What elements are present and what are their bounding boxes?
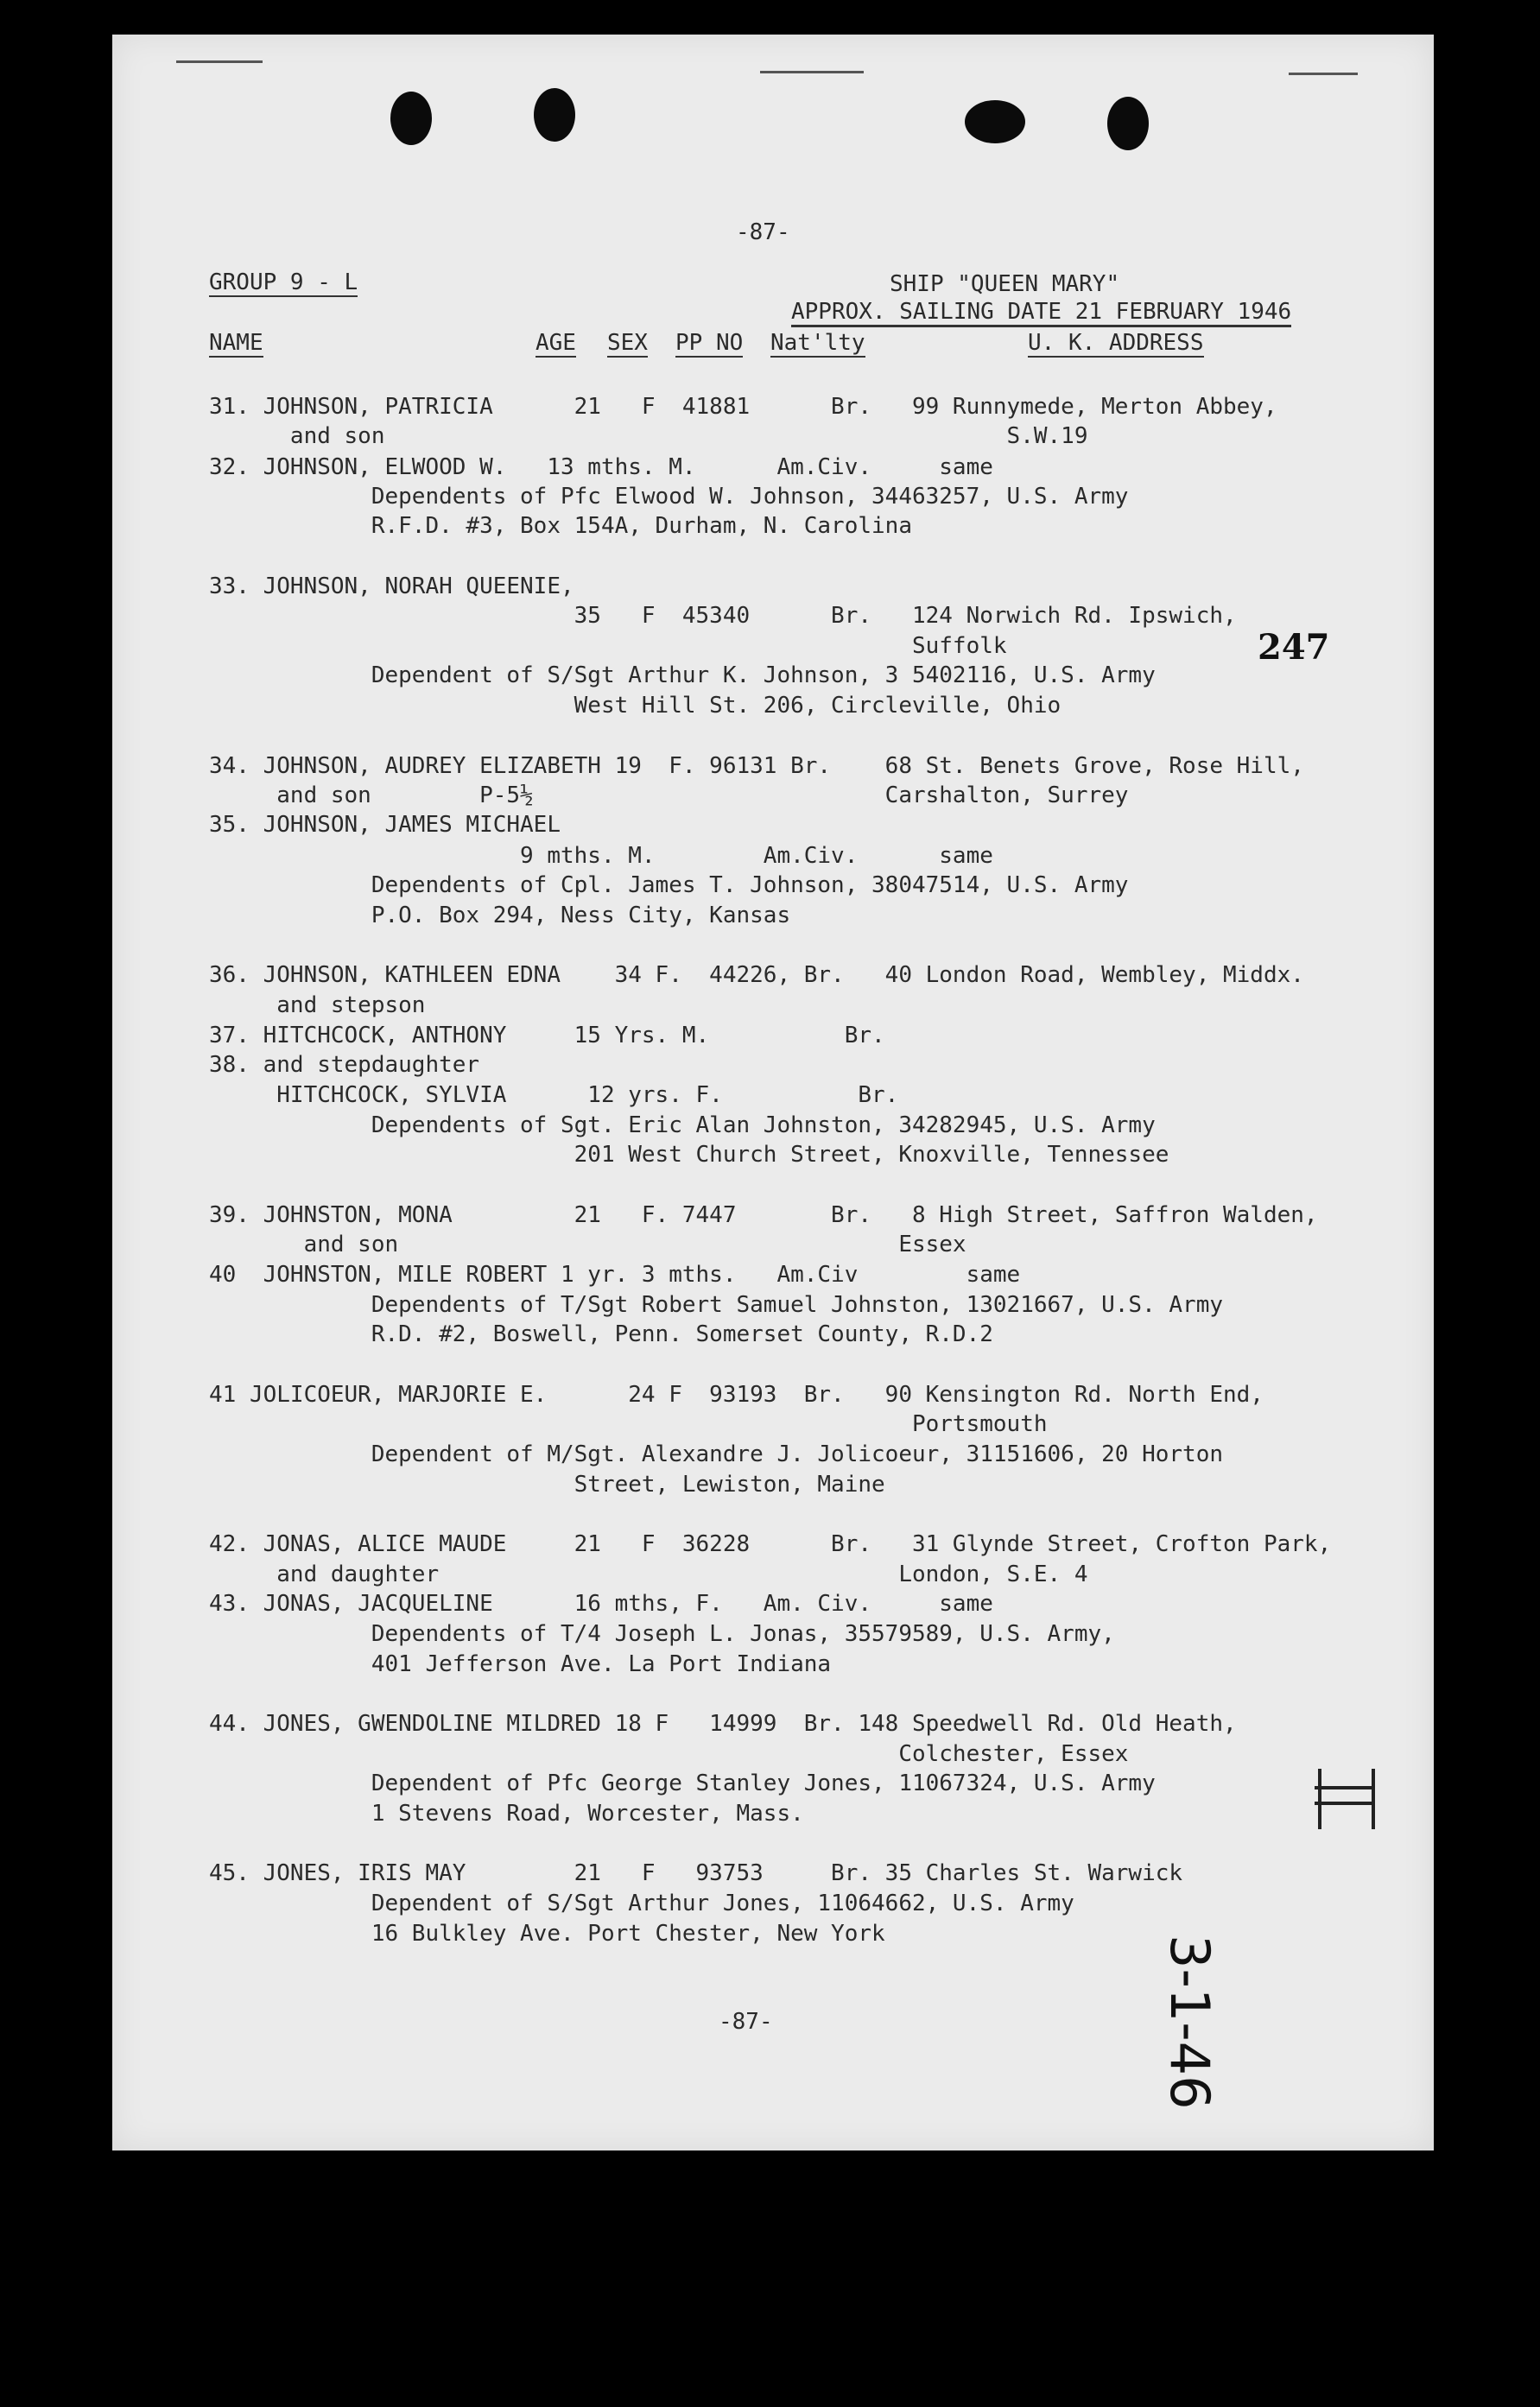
entry-line: Dependents of T/4 Joseph L. Jonas, 35579589, U.S. Army, [209,1621,1115,1647]
entry-line: 41 JOLICOEUR, MARJORIE E. 24 F 93193 Br. 90 Kensington Rd. North End, [209,1382,1264,1408]
edge-mark [760,71,864,73]
page-number-top: -87- [736,219,790,245]
page-number-bottom: -87- [719,2009,773,2035]
entry-line: and daughter London, S.E. 4 [209,1561,1088,1587]
entry-line: 42. JONAS, ALICE MAUDE 21 F 36228 Br. 31 Glynde Street, Crofton Park, [209,1531,1332,1557]
entry-line: 37. HITCHCOCK, ANTHONY 15 Yrs. M. Br. [209,1023,885,1048]
entry-line: 39. JOHNSTON, MONA 21 F. 7447 Br. 8 High Street, Saffron Walden, [209,1202,1318,1228]
header-age: AGE [536,330,576,356]
entry-line: Dependent of Pfc George Stanley Jones, 11067324, U.S. Army [209,1770,1156,1796]
entry-line: 36. JOHNSON, KATHLEEN EDNA 34 F. 44226, Br. 40 London Road, Wembley, Middx. [209,962,1304,988]
entry-line: West Hill St. 206, Circleville, Ohio [209,693,1062,719]
scribble-mark [1315,1802,1375,1805]
entry-line: 201 West Church Street, Knoxville, Tennessee [209,1142,1169,1168]
entry-line: and stepson [209,992,426,1018]
entry-line: 33. JOHNSON, NORAH QUEENIE, [209,573,574,599]
entry-line: 32. JOHNSON, ELWOOD W. 13 mths. M. Am.Civ. same [209,454,993,480]
entry-line: and son Essex [209,1232,966,1257]
entry-line: 40 JOHNSTON, MILE ROBERT 1 yr. 3 mths. Am.Civ same [209,1262,1021,1288]
punch-hole [965,100,1025,143]
entry-line: Dependents of Cpl. James T. Johnson, 38047514, U.S. Army [209,872,1129,898]
header-pp-no: PP NO [675,330,744,356]
entry-line: 45. JONES, IRIS MAY 21 F 93753 Br. 35 Charles St. Warwick [209,1860,1183,1886]
entry-line: 34. JOHNSON, AUDREY ELIZABETH 19 F. 96131 Br. 68 St. Benets Grove, Rose Hill, [209,753,1304,779]
entry-line: 44. JONES, GWENDOLINE MILDRED 18 F 14999 Br. 148 Speedwell Rd. Old Heath, [209,1711,1237,1737]
entry-line: HITCHCOCK, SYLVIA 12 yrs. F. Br. [209,1082,899,1108]
document-page [112,35,1434,2150]
entry-line: 35. JOHNSON, JAMES MICHAEL [209,812,561,838]
entry-line: 38. and stepdaughter [209,1052,480,1078]
ship-name: SHIP "QUEEN MARY" [890,271,1120,297]
entry-line: Colchester, Essex [209,1741,1129,1767]
entry-line: Portsmouth [209,1411,1048,1437]
entry-line: 35 F 45340 Br. 124 Norwich Rd. Ipswich, [209,603,1237,629]
edge-mark [176,60,263,63]
punch-hole [1107,97,1149,150]
punch-hole [390,92,432,145]
entry-line: Dependents of Pfc Elwood W. Johnson, 34463257, U.S. Army [209,484,1129,510]
group-label: GROUP 9 - L [209,269,358,295]
entry-line: P.O. Box 294, Ness City, Kansas [209,903,791,928]
scribble-mark [1318,1769,1375,1829]
header-address: U. K. ADDRESS [1028,330,1204,356]
sailing-date: APPROX. SAILING DATE 21 FEBRUARY 1946 [791,299,1291,327]
entry-line: Dependents of Sgt. Eric Alan Johnston, 34282945, U.S. Army [209,1112,1156,1138]
entry-line: and son P-5½ Carshalton, Surrey [209,782,1129,808]
entry-line: Dependent of S/Sgt Arthur Jones, 11064662, U.S. Army [209,1891,1074,1916]
stamp-number: 247 [1258,627,1330,668]
scribble-mark [1315,1786,1375,1789]
entry-line: 9 mths. M. Am.Civ. same [209,843,993,869]
entry-line: and son S.W.19 [209,423,1088,449]
header-name: NAME [209,330,263,356]
entry-line: 16 Bulkley Ave. Port Chester, New York [209,1921,885,1947]
punch-hole [534,88,575,142]
entry-line: R.D. #2, Boswell, Penn. Somerset County, R.D.2 [209,1321,993,1347]
handwritten-date: 3-1-46 [1158,1935,1221,2110]
entry-line: 43. JONAS, JACQUELINE 16 mths, F. Am. Civ. same [209,1591,993,1617]
entry-line: Street, Lewiston, Maine [209,1472,885,1498]
entry-line: Suffolk [209,633,1007,659]
header-sex: SEX [607,330,648,356]
header-nationality: Nat'lty [770,330,865,356]
entry-line: Dependents of T/Sgt Robert Samuel Johnston, 13021667, U.S. Army [209,1292,1223,1318]
entry-line: 401 Jefferson Ave. La Port Indiana [209,1651,832,1677]
entry-line: 1 Stevens Road, Worcester, Mass. [209,1801,804,1827]
entry-line: Dependent of S/Sgt Arthur K. Johnson, 3 5402116, U.S. Army [209,662,1156,688]
entry-line: R.F.D. #3, Box 154A, Durham, N. Carolina [209,513,912,539]
edge-mark [1289,73,1358,75]
entry-line: Dependent of M/Sgt. Alexandre J. Jolicoeur, 31151606, 20 Horton [209,1441,1223,1467]
entry-line: 31. JOHNSON, PATRICIA 21 F 41881 Br. 99 Runnymede, Merton Abbey, [209,394,1277,420]
